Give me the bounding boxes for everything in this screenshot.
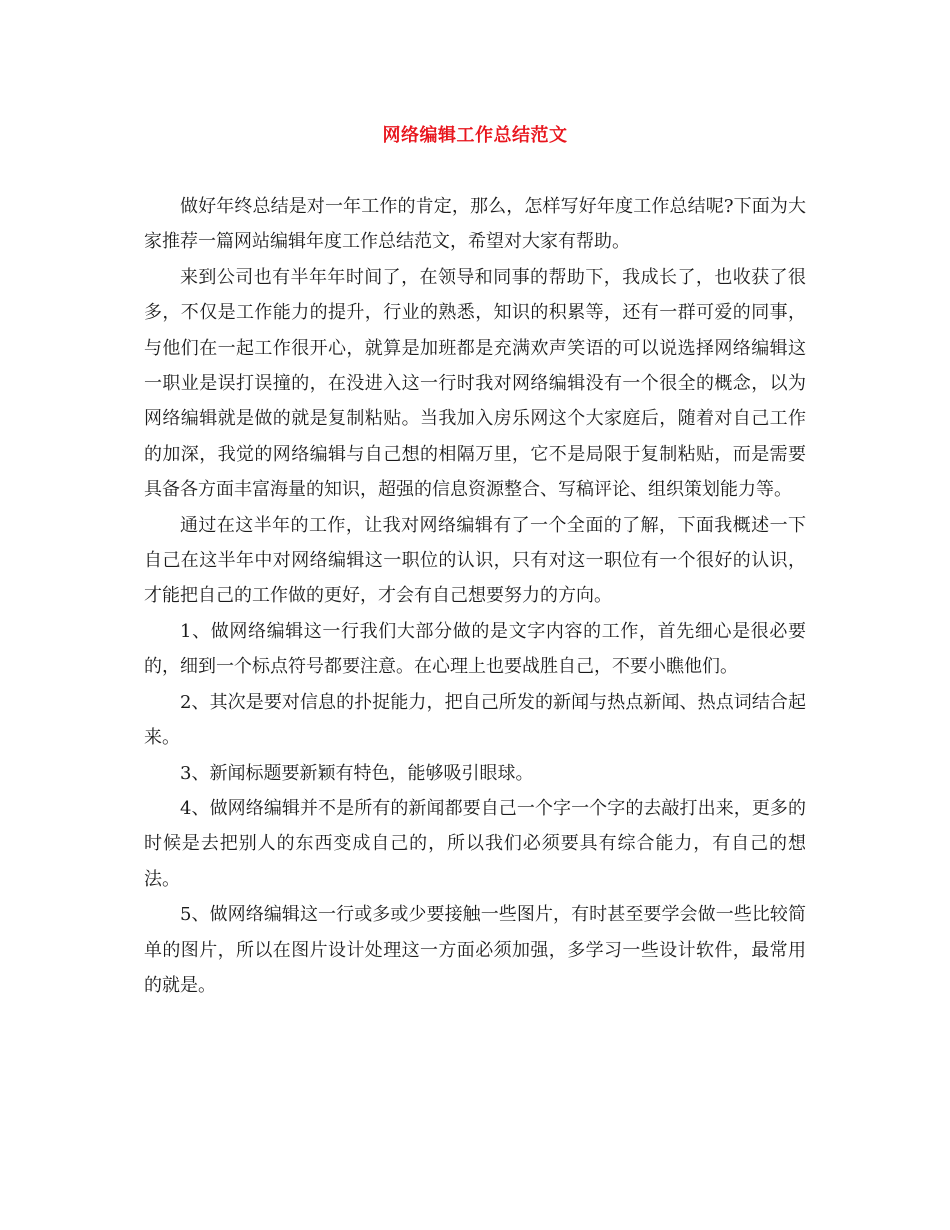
paragraph-point-5: 5、做网络编辑这一行或多或少要接触一些图片，有时甚至要学会做一些比较简单的图片，所以在图片设计处理这一方面必须加强，多学习一些设计软件，最常用的就是。 <box>144 904 806 996</box>
paragraph-intro: 做好年终总结是对一年工作的肯定，那么，怎样写好年度工作总结呢?下面为大家推荐一篇网站编辑年度工作总结范文，希望对大家有帮助。 <box>144 196 806 253</box>
document-title: 网络编辑工作总结范文 <box>382 125 568 146</box>
paragraph-point-4: 4、做网络编辑并不是所有的新闻都要自己一个字一个字的去敲打出来，更多的时候是去把别人的东西变成自己的，所以我们必须要具有综合能力，有自己的想法。 <box>144 797 806 890</box>
paragraph-point-3: 3、新闻标题要新颖有特色，能够吸引眼球。 <box>180 762 534 784</box>
paragraph-point-2: 2、其次是要对信息的扑捉能力，把自己所发的新闻与热点新闻、热点词结合起来。 <box>144 691 806 749</box>
paragraph-point-1: 1、做网络编辑这一行我们大部分做的是文字内容的工作，首先细心是很必要的，细到一个标点符号都要注意。在心理上也要战胜自己，不要小瞧他们。 <box>144 620 806 678</box>
paragraph-experience: 来到公司也有半年年时间了，在领导和同事的帮助下，我成长了，也收获了很多，不仅是工作能力的提升，行业的熟悉，知识的积累等，还有一群可爱的同事，与他们在一起工作很开心，就算是加班都是充满欢声笑语的可以说选择网络编辑这一职业是误打误撞的，在没进入这一行时我对网络编辑没有一个很全的概念，以为网络编辑就是做的就是复制粘贴。当我加入房乐网这个大家庭后，随着对自己工作的加深，我觉的网络编辑与自己想的相隔万里，它不是局限于复制粘贴，而是需要具备各方面丰富海量的知识，超强的信息资源整合、写稿评论、组织策划能力等。 <box>144 266 806 501</box>
document-body <box>144 189 806 1003</box>
paragraph-overview: 通过在这半年的工作，让我对网络编辑有了一个全面的了解，下面我概述一下自己在这半年中对网络编辑这一职位的认识，只有对这一职位有一个很好的认识，才能把自己的工作做的更好，才会有自己想要努力的方向。 <box>144 514 806 607</box>
